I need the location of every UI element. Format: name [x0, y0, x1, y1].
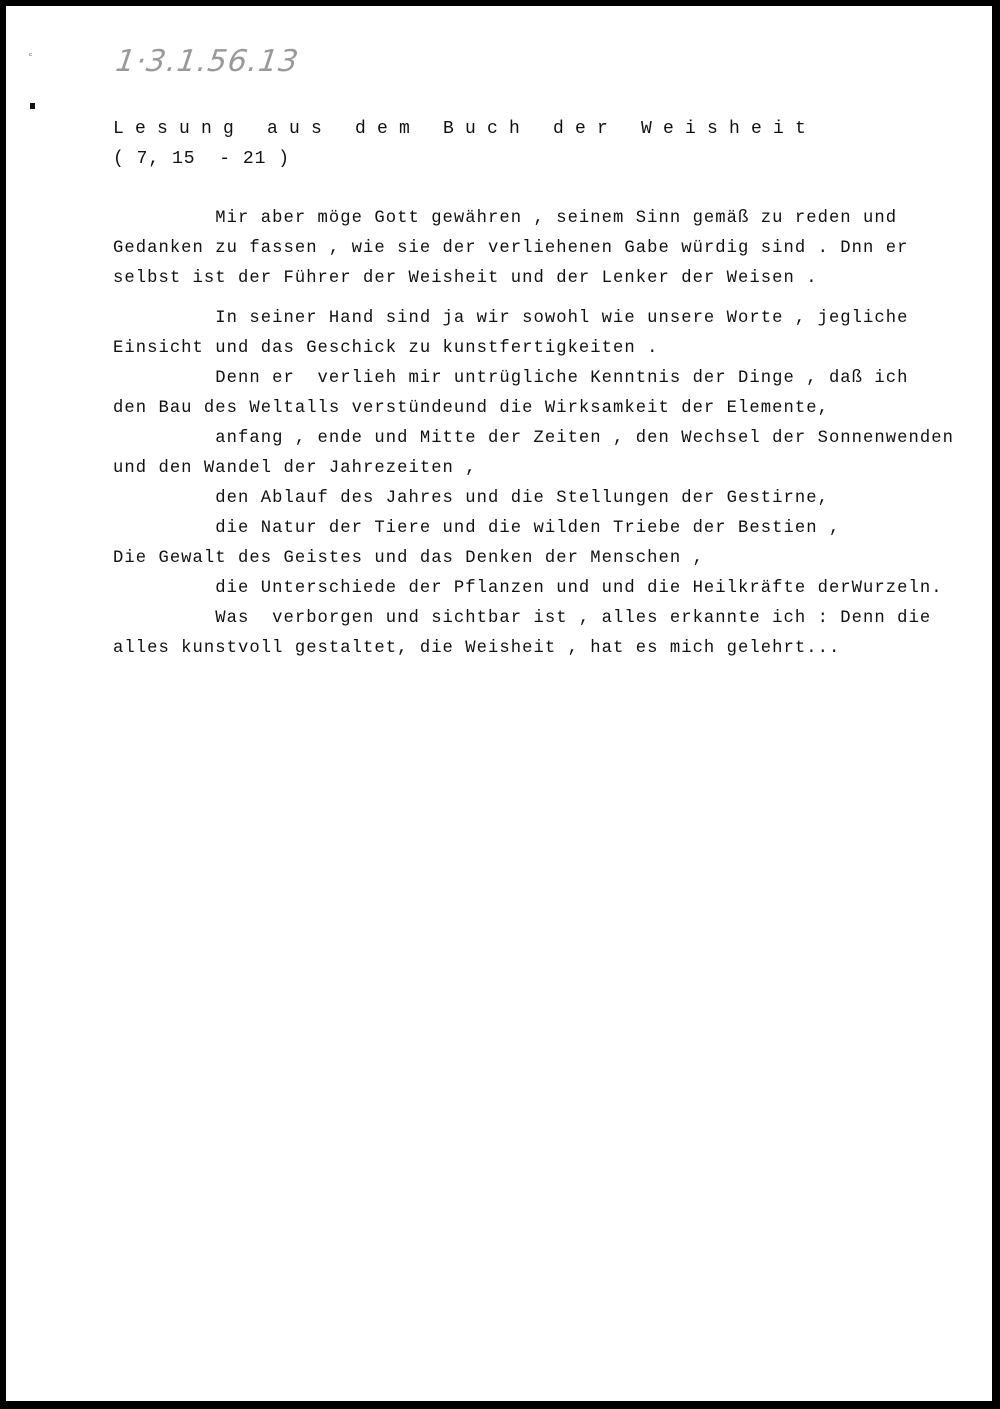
handwritten-reference: 1·3.1.56.13 — [113, 44, 302, 79]
text-line: Was verborgen und sichtbar ist , alles erkannte ich : Denn die — [113, 609, 932, 628]
text-line: anfang , ende und Mitte der Zeiten , den Wechsel der Sonnenwenden — [113, 429, 954, 448]
text-line: die Unterschiede der Pflanzen und und die Heilkräfte derWurzeln. — [113, 579, 943, 598]
text-line: die Natur der Tiere und die wilden Triebe der Bestien , — [113, 519, 841, 538]
document-page — [6, 6, 992, 1401]
text-line: Denn er verlieh mir untrügliche Kenntnis der Dinge , daß ich — [113, 369, 909, 388]
text-line: alles kunstvoll gestaltet, die Weisheit , hat es mich gelehrt... — [113, 639, 841, 658]
document-title: Lesung aus dem Buch der Weisheit — [113, 119, 818, 139]
text-line: Die Gewalt des Geistes und das Denken der Menschen , — [113, 549, 704, 568]
text-line: Mir aber möge Gott gewähren , seinem Sinn gemäß zu reden und — [113, 209, 898, 228]
scripture-reference: ( 7, 15 - 21 ) — [113, 149, 291, 169]
text-line: Gedanken zu fassen , wie sie der verliehenen Gabe würdig sind . Dnn er — [113, 239, 909, 258]
margin-mark: ᶜ — [29, 52, 33, 62]
text-line: selbst ist der Führer der Weisheit und der Lenker der Weisen . — [113, 269, 818, 288]
text-line: den Bau des Weltalls verstündeund die Wirksamkeit der Elemente, — [113, 399, 829, 418]
text-line: Einsicht und das Geschick zu kunstfertigkeiten . — [113, 339, 659, 358]
text-line: den Ablauf des Jahres und die Stellungen der Gestirne, — [113, 489, 829, 508]
margin-dot — [30, 103, 35, 109]
text-line: In seiner Hand sind ja wir sowohl wie unsere Worte , jegliche — [113, 309, 909, 328]
text-line: und den Wandel der Jahrezeiten , — [113, 459, 477, 478]
